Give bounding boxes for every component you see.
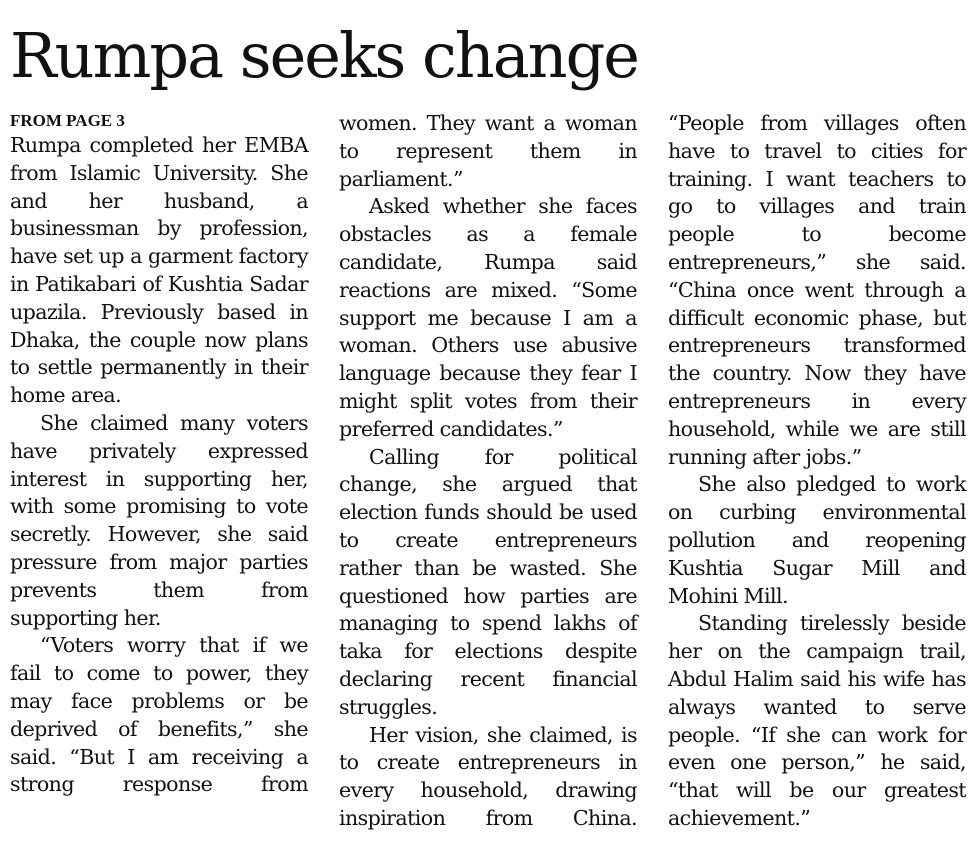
paragraph: “People from villages often have to travel to cities for training. I want teachers to go to villages and train people to become entrepreneurs,” she said. “China once went through a difficult economic phase, but entrepreneurs transformed the country. Now they have entrepreneurs in every household, while we are still running after jobs.” <box>668 111 966 469</box>
article-column-1 <box>10 110 308 799</box>
paragraph: She claimed many voters have privately expressed interest in supporting her, with some promising to vote secretly. However, she said pressure from major parties prevents them from supporting her. <box>10 410 308 630</box>
article-column-3 <box>668 110 966 833</box>
headline: Rumpa seeks change <box>10 19 638 92</box>
article-column-2 <box>339 110 637 833</box>
paragraph: Asked whether she faces obstacles as a female candidate, Rumpa said reactions are mixed. “Some support me because I am a woman. Others use abusive language because they fear I might split votes from their preferred candidates.” <box>339 194 637 441</box>
paragraph: She also pledged to work on curbing environmental pollution and reopening Kushtia Sugar Mill and Mohini Mill. <box>668 472 966 608</box>
paragraph: Rumpa completed her EMBA from Islamic University. She and her husband, a businessman by profession, have set up a garment factory in Patikabari of Kushtia Sadar upazila. Previously based in Dhaka, the couple now plans to settle permanently in their home area. <box>10 133 308 408</box>
paragraph: women. They want a woman to represent them in parliament.” <box>339 111 637 191</box>
paragraph: Her vision, she claimed, is to create entrepreneurs in every household, drawing inspiration from China. <box>339 722 637 830</box>
kicker-from-page: FROM PAGE 3 <box>10 111 125 130</box>
paragraph: “Voters worry that if we fail to come to power, they may face problems or be deprived of benefits,” she said. “But I am receiving a strong response from <box>10 633 308 797</box>
paragraph: Standing tirelessly beside her on the campaign trail, Abdul Halim said his wife has always wanted to serve people. “If she can work for even one person,” he said, “that will be our greatest achievement.” <box>668 611 966 830</box>
paragraph: Calling for political change, she argued that election funds should be used to create entrepreneurs rather than be wasted. She questioned how parties are managing to spend lakhs of taka for elections despite declaring recent financial struggles. <box>339 444 637 719</box>
